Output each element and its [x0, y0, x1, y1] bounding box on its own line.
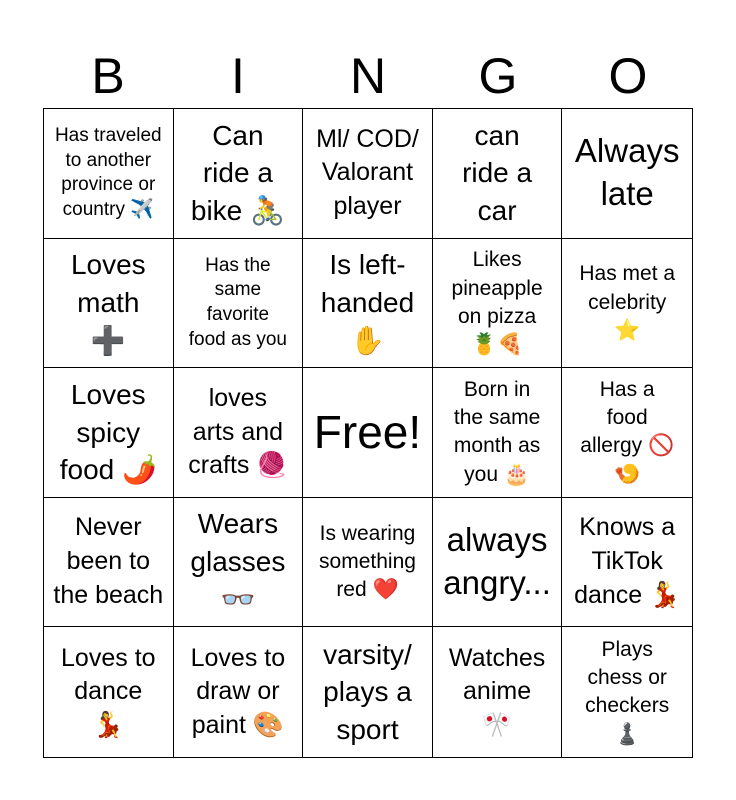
bingo-cell[interactable]: [174, 368, 304, 498]
bingo-cell[interactable]: [174, 627, 304, 757]
bingo-cell[interactable]: [433, 239, 563, 369]
header-letter-i: I: [231, 48, 245, 104]
bingo-cell-text: Is wearing something red ❤️: [319, 521, 416, 602]
bingo-cell-text: Loves to draw or paint 🎨: [190, 643, 286, 740]
bingo-cell[interactable]: [44, 498, 174, 628]
bingo-cell-text: Born in the same month as you 🎂: [453, 377, 541, 486]
bingo-cell-text: Loves spicy food 🌶️: [59, 378, 157, 486]
bingo-cell[interactable]: [174, 109, 304, 239]
bingo-cell-text: Loves math ➕: [70, 249, 146, 356]
bingo-cell-text: Always late: [574, 132, 680, 213]
bingo-cell-text: Has a food allergy 🚫 🍤: [580, 377, 675, 486]
header-letter-g: G: [478, 48, 518, 104]
bingo-cell[interactable]: [44, 109, 174, 239]
bingo-cell[interactable]: [174, 498, 304, 628]
bingo-cell-text: Loves to dance 💃: [61, 643, 156, 740]
bingo-cell[interactable]: [44, 627, 174, 757]
bingo-cell[interactable]: [562, 627, 692, 757]
bingo-cell-text: Ml/ COD/ Valorant player: [316, 124, 419, 221]
bingo-cell[interactable]: [562, 109, 692, 239]
bingo-cell-text: Likes pineapple on pizza 🍍🍕: [451, 248, 543, 357]
bingo-cell[interactable]: [562, 239, 692, 369]
bingo-cell-text: varsity/ plays a sport: [323, 638, 412, 746]
bingo-cell[interactable]: [562, 368, 692, 498]
header-letter-b: B: [91, 48, 125, 104]
bingo-cell-text: can ride a car: [462, 119, 533, 227]
bingo-cell[interactable]: [562, 498, 692, 628]
bingo-cell-text: Is left- handed ✋: [320, 249, 415, 356]
bingo-cell[interactable]: [303, 498, 433, 628]
header-letter-n: N: [349, 48, 387, 104]
bingo-cell-text: Can ride a bike 🚴: [190, 119, 285, 227]
bingo-cell-text: always angry...: [443, 521, 551, 602]
bingo-cell-text: Has traveled to another province or country ✈️: [54, 124, 162, 220]
bingo-cell[interactable]: [303, 109, 433, 239]
free-space-cell[interactable]: [303, 368, 433, 498]
bingo-cell-text: loves arts and crafts 🧶: [188, 383, 288, 480]
bingo-cell-text: Has met a celebrity ⭐: [579, 262, 676, 343]
bingo-cell-text: Wears glasses 👓: [190, 508, 286, 615]
header-letter-o: O: [608, 48, 648, 104]
bingo-cell-text: Knows a TikTok dance 💃: [574, 513, 681, 609]
bingo-cell[interactable]: [433, 627, 563, 757]
bingo-board: [43, 108, 693, 758]
bingo-cell-text: Plays chess or checkers ♟️: [585, 637, 670, 746]
bingo-cell[interactable]: [44, 368, 174, 498]
bingo-cell[interactable]: [433, 498, 563, 628]
bingo-cell[interactable]: [44, 239, 174, 369]
bingo-cell[interactable]: [433, 109, 563, 239]
bingo-cell-text: Watches anime 🎌: [448, 643, 546, 740]
bingo-cell-text: Free!: [313, 405, 422, 458]
bingo-header: [43, 44, 693, 108]
bingo-cell[interactable]: [303, 239, 433, 369]
bingo-cell-text: Has the same favorite food as you: [188, 254, 288, 350]
bingo-cell-text: Never been to the beach: [53, 513, 164, 609]
bingo-cell[interactable]: [433, 368, 563, 498]
bingo-cell[interactable]: [303, 627, 433, 757]
bingo-cell[interactable]: [174, 239, 304, 369]
